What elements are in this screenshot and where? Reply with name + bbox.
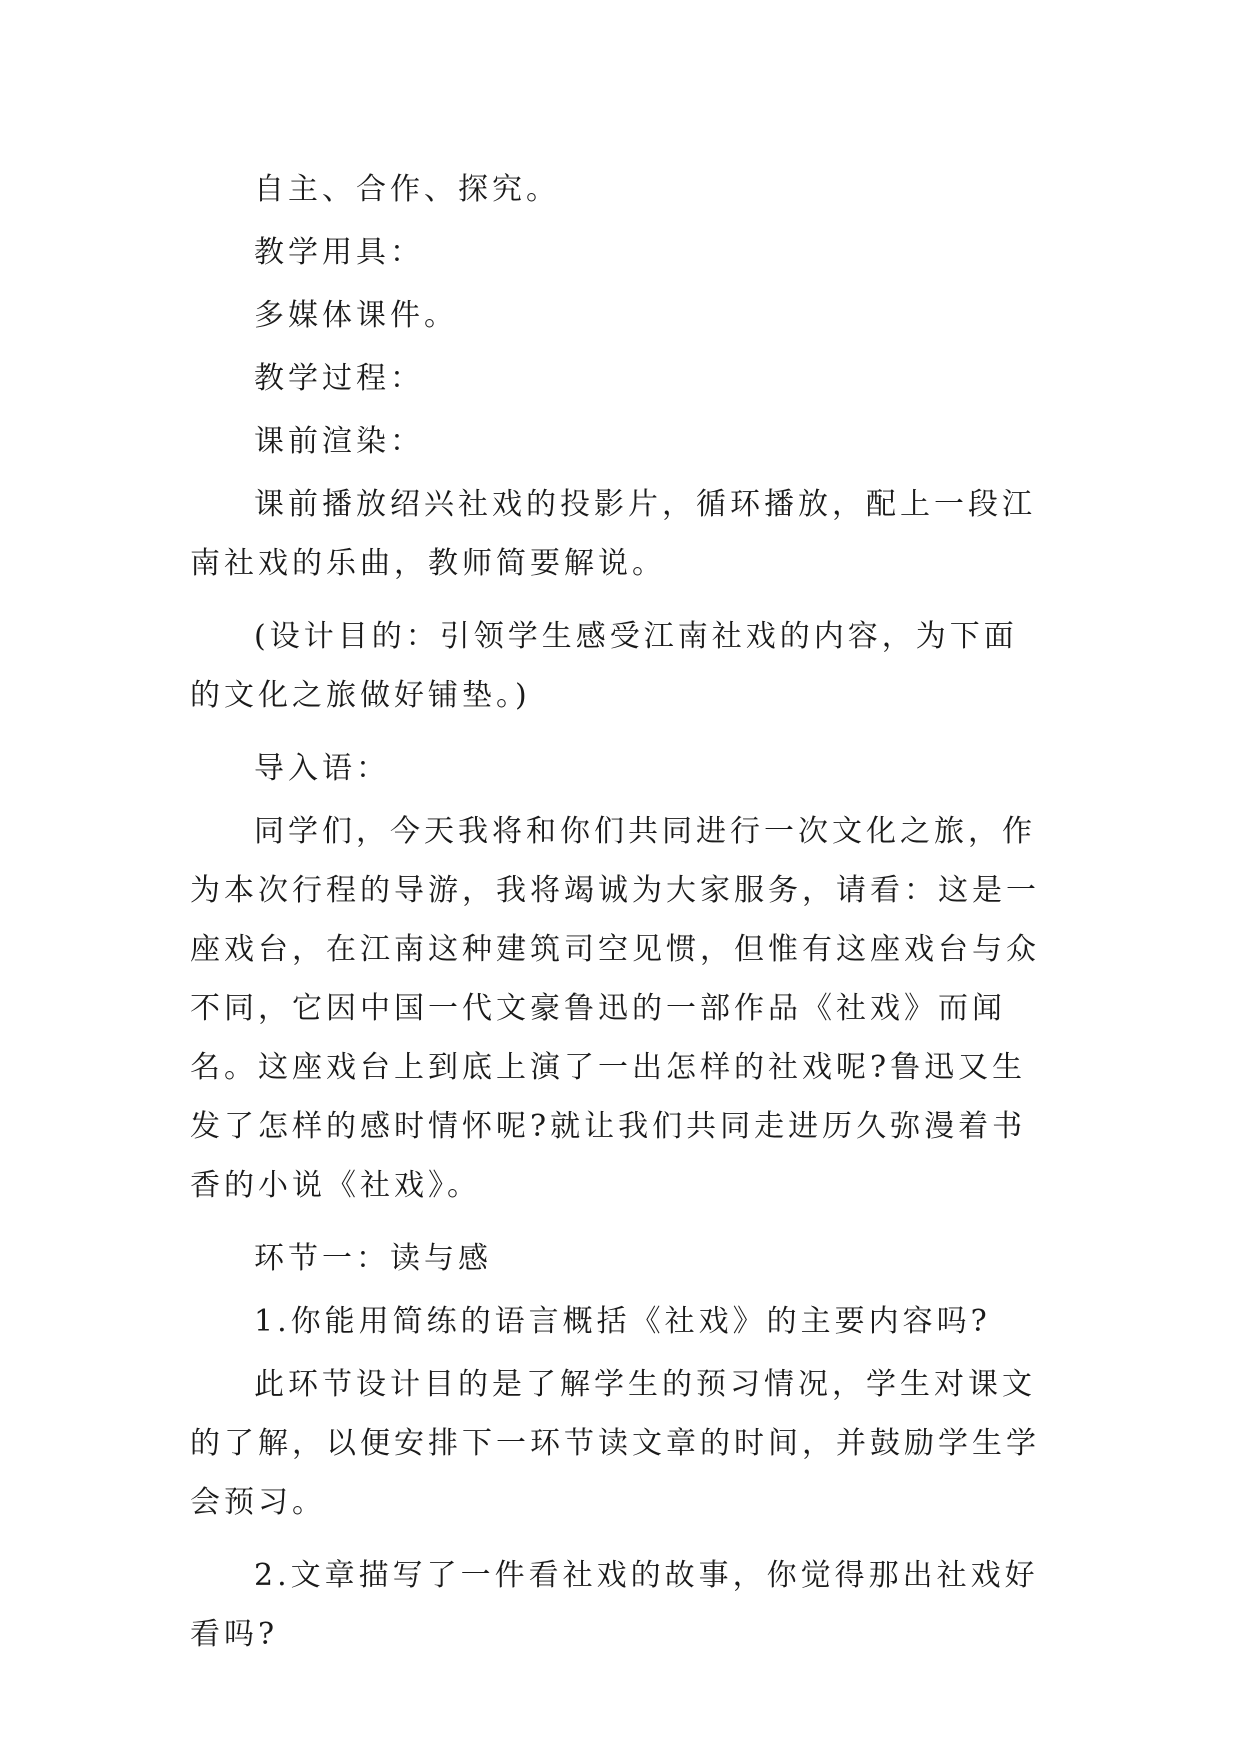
paragraph-tools-heading: 教学用具：	[254, 235, 424, 270]
paragraph-warmup: 课前播放绍兴社戏的投影片，循环播放，配上一段江南社戏的乐曲，教师简要解说。	[190, 487, 1036, 581]
paragraph-intro: 同学们，今天我将和你们共同进行一次文化之旅，作为本次行程的导游，我将竭诚为大家服务，请看：这是一座戏台，在江南这种建筑司空见惯，但惟有这座戏台与众不同，它因中国一代文豪鲁迅的一部作品《社戏》而闻名。这座戏台上到底上演了一出怎样的社戏呢?鲁迅又生发了怎样的感时情怀呢?就让我们共同走进历久弥漫着书香的小说《社戏》。	[190, 814, 1040, 1203]
paragraph-section-one-heading: 环节一：读与感	[254, 1241, 492, 1276]
document-body	[190, 160, 1050, 1664]
paragraph-process-heading: 教学过程：	[254, 361, 424, 396]
paragraph-warmup-heading: 课前渲染：	[254, 424, 424, 459]
paragraph-design-purpose: (设计目的：引领学生感受江南社戏的内容，为下面的文化之旅做好铺垫。)	[190, 619, 1018, 713]
paragraph-tools: 多媒体课件。	[254, 298, 458, 333]
paragraph-method: 自主、合作、探究。	[254, 172, 560, 207]
paragraph-question-two: 2.文章描写了一件看社戏的故事，你觉得那出社戏好看吗?	[190, 1558, 1039, 1652]
paragraph-intro-heading: 导入语：	[254, 751, 390, 786]
paragraph-question-one: 1.你能用简练的语言概括《社戏》的主要内容吗?	[254, 1304, 991, 1339]
paragraph-question-one-purpose: 此环节设计目的是了解学生的预习情况，学生对课文的了解，以便安排下一环节读文章的时间，并鼓励学生学会预习。	[190, 1367, 1040, 1520]
